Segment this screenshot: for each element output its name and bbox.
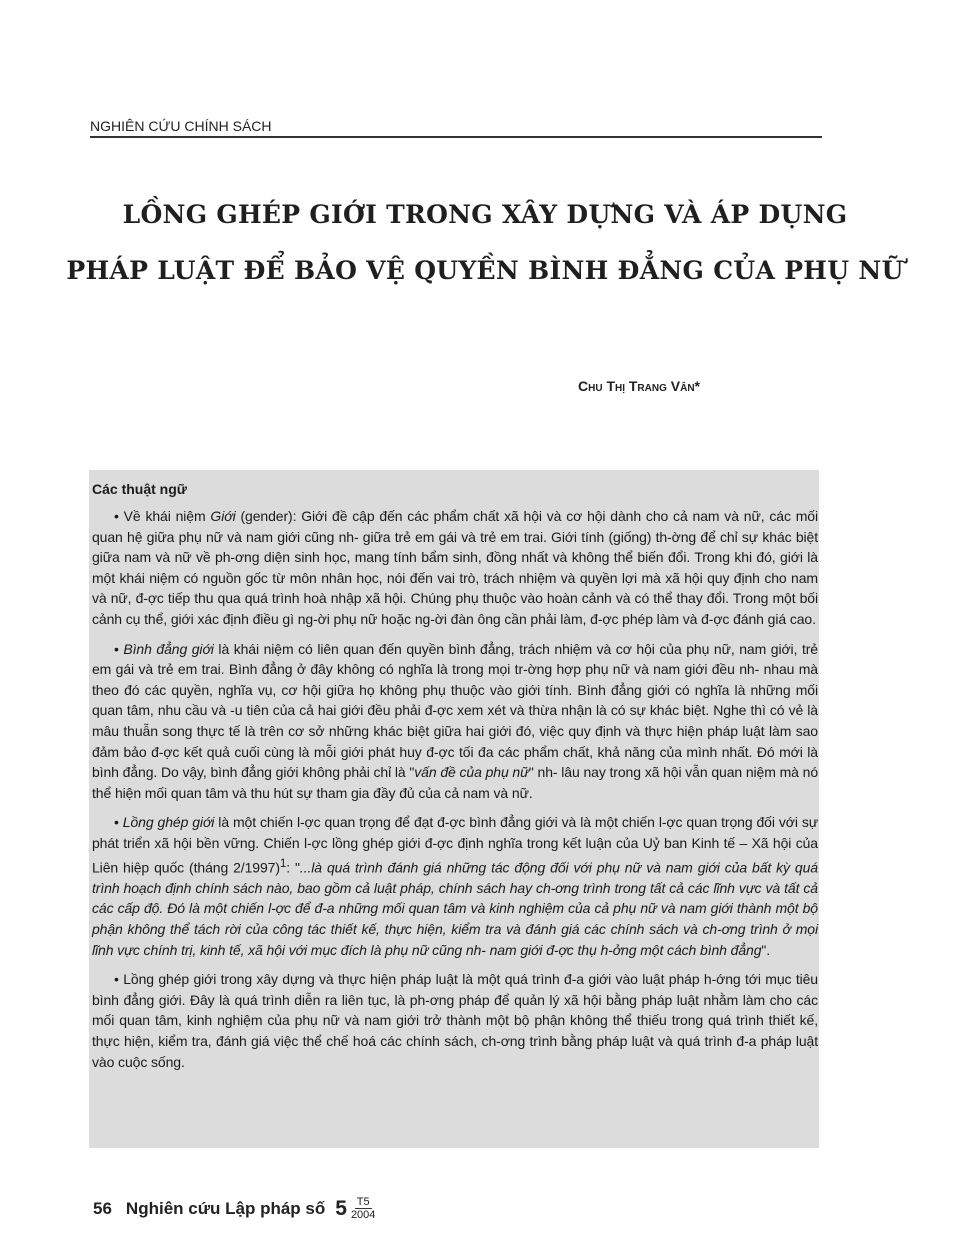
section-header: NGHIÊN CỨU CHÍNH SÁCH	[90, 118, 272, 134]
p2-quote: vấn đề của phụ nữ	[414, 764, 529, 781]
footnote-marker: 1	[279, 856, 287, 870]
p3-text-d: : "	[286, 859, 300, 876]
header-rule	[90, 136, 822, 138]
p3-text-a: •	[114, 814, 123, 831]
issue-number: 5	[335, 1196, 347, 1220]
p2-text-a: •	[114, 640, 124, 657]
issue-date	[351, 1196, 375, 1221]
paragraph-gender	[92, 506, 818, 630]
terminology-content	[92, 481, 818, 1081]
p2-text-c: là khái niệm có liên quan đến quyền bình đẳng, trách nhiệm và cơ hội của phụ nữ, nam giới, trẻ em gái và trẻ em trai. Bình đẳng ở đây không có nghĩa là trong mọi tr-ờng hợp phụ nữ và nam giới đều nh- nhau mà theo đó các quyền, nghĩa vụ, cơ hội giữa họ không phụ thuộc vào giới tính. Bình đẳng giới có nghĩa là những mối quan tâm, nhu cầu và -u tiên của cả hai giới đều phải đ-ợc xem xét và thừa nhận là có sự khác biệt. Nghe thì có vẻ là mâu thuẫn song thực tế là trên cơ sở những khác biệt giữa hai giới đó, việc quy định và thực hiện pháp luật làm sao đảm bảo đ-ợc kết quả cuối cùng là mỗi giới phát huy đ-ợc tối đa các phẩm chất, khả năng của mình nhất. Đó mới là bình đẳng. Do vậy, bình đẳng giới không phải chỉ là "	[92, 640, 818, 781]
p1-text-a: • Về khái niệm	[114, 508, 211, 524]
issue-year: 2004	[350, 1209, 376, 1221]
p2-text-e: " nh- lâu nay trong xã hội vẫn quan niệm mà nó thể hiện mối quan tâm và thu hút sự tham gia đầy đủ của cả nam và nữ.	[92, 764, 819, 801]
term-gioi: Giới	[210, 508, 236, 524]
p1-text-c: (gender): Giới đề cập đến các phẩm chất xã hội và cơ hội dành cho cả nam và nữ, các mối quan hệ giữa phụ nữ và nam giới cũng nh- giữa trẻ em gái và trẻ em trai. Giới tính (giống) th-ờng để chỉ sự khác biệt giữa nam và nữ về ph-ơng diện sinh học, mang tính bẩm sinh, đồng nhất và không thể biến đổi. Trong khi đó, giới là một khái niệm có nguồn gốc từ môn nhân học, nói đến vai trò, trách nhiệm và quyền lợi mà xã hội quy định cho nam và nữ, đ-ợc tiếp thu qua quá trình hoà nhập xã hội. Chúng phụ thuộc vào hoàn cảnh và có thể thay đổi. Trong một bối cảnh cụ thể, giới xác định điều gì ng-ời phụ nữ hoặc ng-ời đàn ông cần phải làm, đ-ợc phép làm và đ-ợc đánh giá cao.	[92, 508, 818, 627]
terminology-heading: Các thuật ngữ	[92, 481, 187, 497]
issue-month: T5	[356, 1196, 370, 1208]
page-number: 56	[93, 1198, 112, 1218]
article-title-line-2: PHÁP LUẬT ĐỂ BẢO VỆ QUYỀN BÌNH ĐẲNG CỦA PHỤ NỮ	[66, 256, 904, 285]
paragraph-gender-equality	[92, 639, 818, 804]
term-long-ghep-gioi: Lồng ghép giới	[122, 814, 215, 831]
paragraph-law-mainstreaming: • Lồng ghép giới trong xây dựng và thực hiện pháp luật là một quá trình đ-a giới vào luật pháp h-ớng tới mục tiêu bình đẳng giới. Đây là quá trình diễn ra liên tục, là ph-ơng pháp để quản lý xã hội bằng pháp luật nhằm làm cho các mối quan tâm, kinh nghiệm của phụ nữ và nam giới trở thành một bộ phận không thể thiếu trong quá trình thiết kế, thực hiện, kiểm tra, đánh giá việc thể chế hoá các chính sách, ch-ơng trình bằng pháp luật và quá trình đ-a pháp luật vào cuộc sống.	[92, 971, 818, 1070]
p3-text-f: ".	[761, 941, 771, 958]
term-binh-dang-gioi: Bình đẳng giới	[123, 640, 214, 657]
p3-text-c: là một chiến l-ợc quan trọng để đạt đ-ợc bình đẳng giới và là một chiến l-ợc quan trọng đối với sự phát triển xã hội bền vững. Chiến l-ợc lồng ghép giới đ-ợc định nghĩa trong kết luận của Uỷ ban Kinh tế – Xã hội của Liên hiệp quốc (tháng 2/1997)	[92, 814, 819, 876]
p3-quote: ...là quá trình đánh giá những tác động đối với phụ nữ và nam giới của bất kỳ quá trình hoạch định chính sách nào, bao gồm cả luật pháp, chính sách hay ch-ơng trình trong tất cả các lĩnh vực và tất cả các cấp độ. Đó là một chiến l-ợc để đ-a những mối quan tâm và kinh nghiệm của cả phụ nữ và nam giới thành một bộ phận không thể tách rời của công tác thiết kế, thực hiện, kiểm tra và đánh giá các chính sách và ch-ơng trình ở mọi lĩnh vực chính trị, kinh tế, xã hội với mục đích là phụ nữ cũng nh- nam giới đ-ợc thụ h-ởng một cách bình đẳng	[92, 859, 818, 958]
author-name: Chu Thị Trang Vân*	[578, 378, 700, 394]
paragraph-gender-mainstreaming	[92, 812, 818, 960]
article-title-line-1: LỒNG GHÉP GIỚI TRONG XÂY DỰNG VÀ ÁP DỤNG	[122, 200, 848, 229]
page-footer	[93, 1196, 375, 1221]
journal-name: Nghiên cứu Lập pháp số	[125, 1198, 326, 1218]
